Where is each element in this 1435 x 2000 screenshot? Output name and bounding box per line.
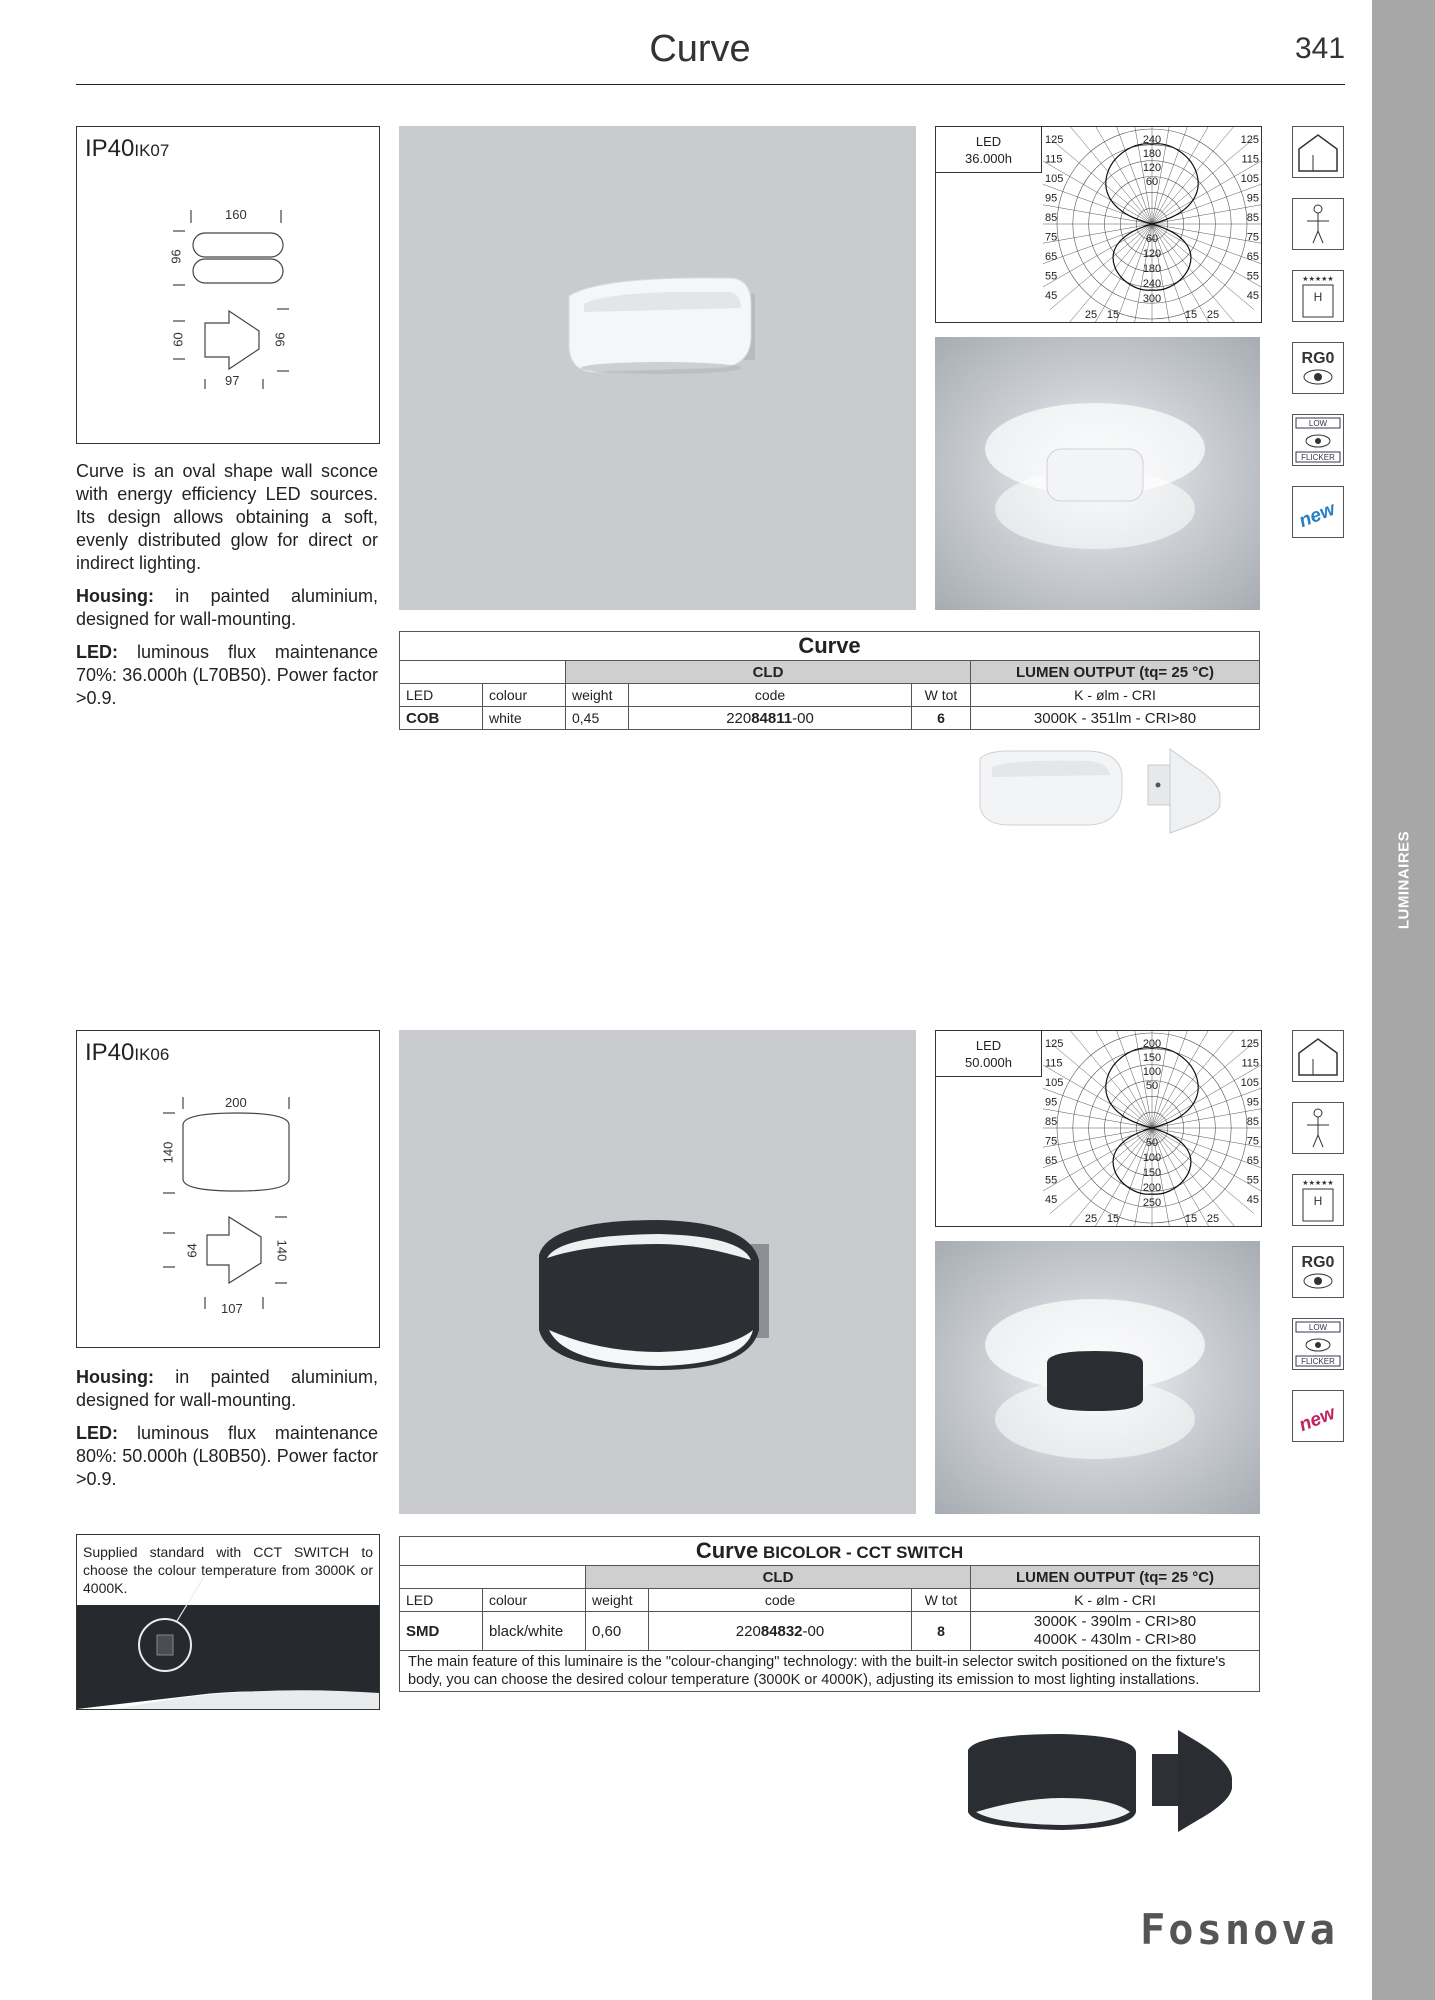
product-side-views-1 — [970, 745, 1230, 835]
polar-angle-label: 45 — [1246, 1194, 1259, 1206]
black-sconce-image — [399, 1030, 916, 1514]
svg-text:LOW: LOW — [1308, 419, 1328, 428]
dimension-drawing-1: IP40IK07 160 96 60 96 97 — [76, 126, 380, 444]
spec-table-2: Curve BICOLOR - CCT SWITCH CLD LUMEN OUTPUT (tq= 25 °C) LED colour weight code W tot K - ølm - CRI SMD black/white 0,60 22084832-00 8 3000K - 390lm - CRI>80 4000K - 430lm - CRI>80 The main feature of this luminaire is the "colour-changing" technology: with the built-in selector switch positioned on the fixture's body, you can choose the desired colour temperature (3000K or 4000K), adjusting its emission to most lighting installations. — [399, 1536, 1260, 1692]
indoor-house-icon — [1292, 126, 1344, 178]
svg-text:FLICKER: FLICKER — [1301, 453, 1335, 462]
polar-intensity-label: 200 — [1142, 1038, 1162, 1050]
polar-angle-label: 55 — [1246, 1174, 1259, 1187]
polar-angle-label: 105 — [1045, 1077, 1064, 1089]
polar-intensity-label: 240 — [1142, 134, 1162, 146]
polar-intensity-label: 180 — [1142, 263, 1162, 275]
polar-angle-label: 15 — [1184, 1213, 1198, 1225]
polar-angle-label: 55 — [1246, 270, 1259, 283]
polar-angle-label: 115 — [1045, 1057, 1063, 1070]
polar-angle-label: 25 — [1206, 1213, 1220, 1225]
polar-angle-label: 75 — [1045, 231, 1058, 244]
person-class-icon — [1292, 1102, 1344, 1154]
polar-intensity-label: 50 — [1145, 1080, 1159, 1092]
low-flicker-icon — [1292, 414, 1344, 466]
lit-sconce-image — [935, 1241, 1260, 1514]
polar-angle-label: 105 — [1240, 1077, 1259, 1089]
side-section-label: LUMINAIRES — [1395, 830, 1412, 930]
polar-intensity-label: 120 — [1142, 248, 1162, 260]
polar-angle-label: 95 — [1246, 1096, 1259, 1109]
new-badge-icon — [1292, 1390, 1344, 1442]
polar-angle-label: 85 — [1246, 212, 1259, 224]
polar-angle-label: 75 — [1045, 1135, 1058, 1148]
svg-text:★★★★★: ★★★★★ — [1302, 276, 1334, 283]
polar-intensity-label: 150 — [1142, 1052, 1162, 1064]
polar-angle-label: 125 — [1045, 134, 1064, 146]
polar-angle-label: 45 — [1045, 290, 1058, 302]
polar-angle-label: 115 — [1241, 1057, 1259, 1070]
svg-text:RG0: RG0 — [1301, 1254, 1335, 1271]
lit-sconce-image — [935, 337, 1260, 610]
polar-intensity-label: 120 — [1142, 162, 1162, 174]
polar-intensity-label: 180 — [1142, 148, 1162, 160]
svg-text:RG0: RG0 — [1301, 350, 1335, 367]
polar-diagram-2: LED 50.000h 125 115 105 95 85 75 65 55 45 125 115 105 95 85 75 65 55 45 200 150 100 50 50 100 150 200 250 25 15 15 25 — [935, 1030, 1262, 1227]
polar-angle-label: 75 — [1246, 231, 1259, 244]
person-class-icon — [1292, 198, 1344, 250]
polar-intensity-label: 60 — [1145, 176, 1159, 188]
polar-intensity-label: 50 — [1145, 1137, 1159, 1149]
polar-angle-label: 55 — [1045, 270, 1058, 283]
polar-angle-label: 125 — [1240, 134, 1259, 146]
polar-angle-label: 45 — [1045, 1194, 1058, 1206]
white-sconce-image — [399, 126, 916, 610]
hotel-stars-icon — [1292, 1174, 1344, 1226]
dimension-sketch — [77, 127, 379, 443]
product-side-views-2 — [962, 1726, 1242, 1836]
polar-angle-label: 55 — [1045, 1174, 1058, 1187]
product-photo-2 — [399, 1030, 916, 1514]
side-bar — [1372, 0, 1435, 2000]
polar-intensity-label: 300 — [1142, 293, 1162, 305]
polar-angle-label: 95 — [1045, 192, 1058, 205]
indoor-house-icon — [1292, 1030, 1344, 1082]
polar-angle-label: 45 — [1246, 290, 1259, 302]
polar-angle-label: 65 — [1045, 251, 1058, 263]
polar-angle-label: 15 — [1106, 1213, 1120, 1225]
polar-intensity-label: 150 — [1142, 1167, 1162, 1179]
polar-angle-label: 105 — [1045, 173, 1064, 185]
low-flicker-icon — [1292, 1318, 1344, 1370]
new-badge-icon — [1292, 486, 1344, 538]
header-divider — [76, 84, 1345, 85]
lit-photo-1 — [935, 337, 1260, 610]
polar-angle-label: 75 — [1246, 1135, 1259, 1148]
polar-angle-label: 65 — [1246, 251, 1259, 263]
polar-angle-label: 105 — [1240, 173, 1259, 185]
polar-angle-label: 15 — [1106, 309, 1120, 321]
product-description-1: Curve is an oval shape wall sconce with energy efficiency LED sources. Its design allows obtaining a soft, evenly distributed glow for direct or indirect lighting. Housing: in painted aluminium, designed for wall-mounting. LED: luminous flux maintenance 70%: 36.000h (L70B50). Power factor >0.9. — [76, 461, 378, 708]
polar-curve-chart — [1043, 1031, 1261, 1226]
polar-angle-label: 85 — [1246, 1116, 1259, 1128]
polar-angle-label: 25 — [1084, 1213, 1098, 1225]
polar-angle-label: 25 — [1084, 309, 1098, 321]
page-number: 341 — [1295, 32, 1346, 65]
polar-angle-label: 65 — [1045, 1155, 1058, 1167]
polar-intensity-label: 240 — [1142, 278, 1162, 290]
polar-angle-label: 85 — [1045, 212, 1058, 224]
svg-text:new: new — [1296, 1402, 1339, 1437]
ip-rating: IP40IK07 — [85, 135, 170, 162]
svg-text:H: H — [1313, 290, 1323, 304]
hotel-stars-icon — [1292, 270, 1344, 322]
svg-text:★★★★★: ★★★★★ — [1302, 1180, 1334, 1187]
brand-logo: Fosnova — [1140, 1905, 1339, 1954]
cct-switch-detail-image — [77, 1535, 379, 1709]
rg0-eye-icon — [1292, 342, 1344, 394]
polar-angle-label: 115 — [1045, 153, 1063, 166]
polar-angle-label: 115 — [1241, 153, 1259, 166]
polar-intensity-label: 60 — [1145, 233, 1159, 245]
svg-text:new: new — [1296, 498, 1339, 533]
product-description-2: Housing: in painted aluminium, designed for wall-mounting. LED: luminous flux maintenance 80%: 50.000h (L80B50). Power factor >0.9. — [76, 1367, 378, 1489]
polar-intensity-label: 100 — [1142, 1152, 1162, 1164]
polar-intensity-label: 200 — [1142, 1182, 1162, 1194]
polar-angle-label: 95 — [1045, 1096, 1058, 1109]
polar-angle-label: 85 — [1045, 1116, 1058, 1128]
rg0-eye-icon — [1292, 1246, 1344, 1298]
dimension-drawing-2: IP40IK06 200 140 64 140 107 — [76, 1030, 380, 1348]
polar-diagram-1: LED 36.000h 125 115 105 95 85 75 65 55 45 125 115 105 95 85 75 65 55 45 240 180 120 60 60 120 180 240 300 25 15 15 25 — [935, 126, 1262, 323]
polar-angle-label: 95 — [1246, 192, 1259, 205]
svg-text:LOW: LOW — [1308, 1323, 1328, 1332]
polar-angle-label: 125 — [1045, 1038, 1064, 1050]
dimension-sketch — [77, 1031, 379, 1347]
polar-intensity-label: 250 — [1142, 1197, 1162, 1209]
polar-intensity-label: 100 — [1142, 1066, 1162, 1078]
cct-switch-note: Supplied standard with CCT SWITCH to choose the colour temperature from 3000K or 4000K. — [76, 1534, 380, 1710]
spec-table-1: Curve CLD LUMEN OUTPUT (tq= 25 °C) LED colour weight code W tot K - ølm - CRI COB white 0,45 22084811-00 6 3000K - 351lm - CRI>80 — [399, 631, 1260, 730]
page-title: Curve — [649, 28, 751, 70]
polar-angle-label: 65 — [1246, 1155, 1259, 1167]
lit-photo-2 — [935, 1241, 1260, 1514]
ip-rating: IP40IK06 — [85, 1039, 170, 1066]
polar-angle-label: 15 — [1184, 309, 1198, 321]
polar-angle-label: 25 — [1206, 309, 1220, 321]
product-photo-1 — [399, 126, 916, 610]
polar-angle-label: 125 — [1240, 1038, 1259, 1050]
svg-text:H: H — [1313, 1194, 1323, 1208]
svg-text:FLICKER: FLICKER — [1301, 1357, 1335, 1366]
polar-curve-chart — [1043, 127, 1261, 322]
